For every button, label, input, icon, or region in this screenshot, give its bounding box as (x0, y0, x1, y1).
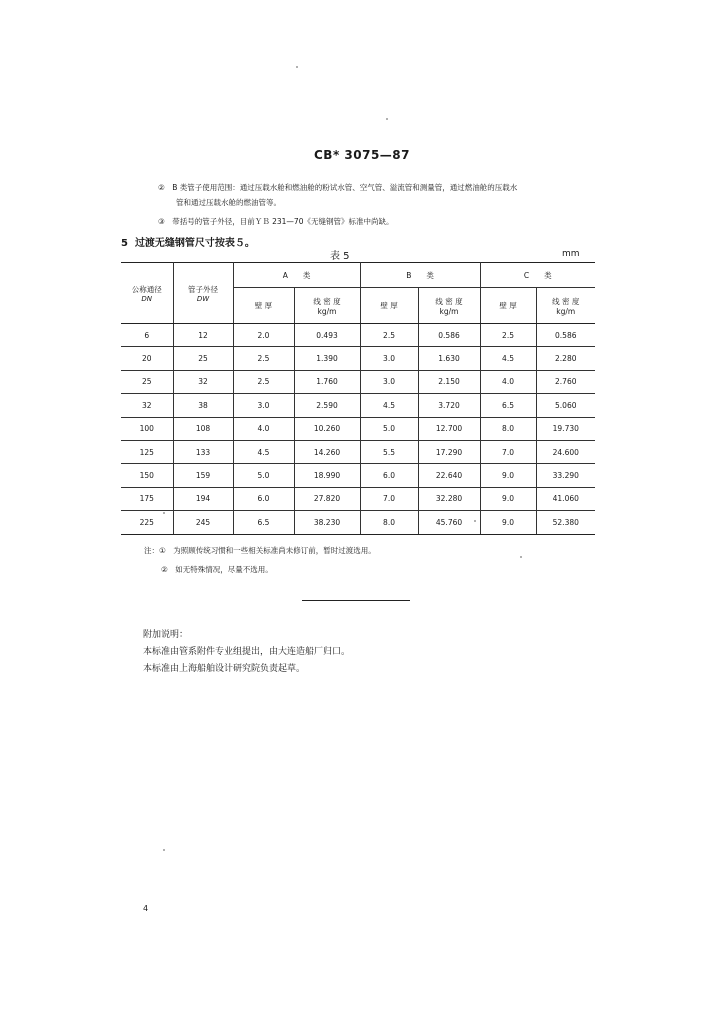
table-caption: 表 5 (330, 251, 350, 262)
table-note-2: ② 如无特殊情况，尽量不选用。 (161, 565, 273, 574)
header-dw: 管子外径 DW (173, 263, 233, 324)
scan-speck (520, 556, 522, 558)
scan-speck (386, 118, 388, 120)
section-divider (302, 600, 410, 601)
header-class-c: C 类 (480, 263, 595, 288)
table-row: 150 159 5.0 18.990 6.0 22.640 9.0 33.290 (121, 464, 595, 487)
note-2-line-1: ② B 类管子使用范围：通过压载水舱和燃油舱的粉试水管、空气管、溢流管和测量管，通过燃油舱的压载水 (158, 183, 518, 192)
table-row: 175 194 6.0 27.820 7.0 32.280 9.0 41.060 (121, 487, 595, 510)
header-class-b: B 类 (360, 263, 480, 288)
section-title: 过渡无缝钢管尺寸按表５。 (134, 238, 255, 249)
header-b-density: 线 密 度 kg/m (418, 288, 480, 324)
additional-line-1: 本标准由管系附件专业组提出，由大连造船厂归口。 (143, 647, 351, 657)
note-2-line-2: 管和通过压载水舱的燃油管等。 (176, 198, 281, 207)
header-dn: 公称通径 DN (121, 263, 173, 324)
table-note-1: 注：① 为照顾传统习惯和一些相关标准尚未修订前，暂时过渡选用。 (144, 546, 376, 555)
table-row: 125 133 4.5 14.260 5.5 17.290 7.0 24.600 (121, 440, 595, 463)
section-5-heading (121, 234, 255, 249)
header-class-a: A 类 (233, 263, 360, 288)
note-3: ③ 带括号的管子外径，目前ＹＢ 231—70《无缝钢管》标准中尚缺。 (158, 217, 394, 226)
table-row: 25 32 2.5 1.760 3.0 2.150 4.0 2.760 (121, 370, 595, 393)
header-b-wall: 壁 厚 (360, 288, 418, 324)
header-a-density: 线 密 度 kg/m (294, 288, 360, 324)
section-number: 5 (121, 238, 128, 249)
table-unit: mm (562, 249, 580, 259)
page-number: 4 (143, 904, 149, 913)
header-a-wall: 壁 厚 (233, 288, 294, 324)
table-row: 6 12 2.0 0.493 2.5 0.586 2.5 0.586 (121, 324, 595, 347)
scan-speck (163, 849, 165, 851)
header-c-density: 线 密 度 kg/m (536, 288, 595, 324)
additional-title: 附加说明： (143, 630, 189, 640)
header-c-wall: 壁 厚 (480, 288, 536, 324)
additional-line-2: 本标准由上海船舶设计研究院负责起草。 (143, 664, 306, 674)
scan-speck (474, 520, 476, 522)
table-row: 32 38 3.0 2.590 4.5 3.720 6.5 5.060 (121, 394, 595, 417)
table-row: 20 25 2.5 1.390 3.0 1.630 4.5 2.280 (121, 347, 595, 370)
scan-speck (296, 66, 298, 68)
pipe-dimension-table (121, 262, 595, 535)
scan-speck (163, 512, 165, 514)
standard-header: CB* 3075—87 (313, 148, 410, 162)
table-row: 100 108 4.0 10.260 5.0 12.700 8.0 19.730 (121, 417, 595, 440)
table-row: 225 245 6.5 38.230 8.0 45.760 9.0 52.380 (121, 511, 595, 534)
